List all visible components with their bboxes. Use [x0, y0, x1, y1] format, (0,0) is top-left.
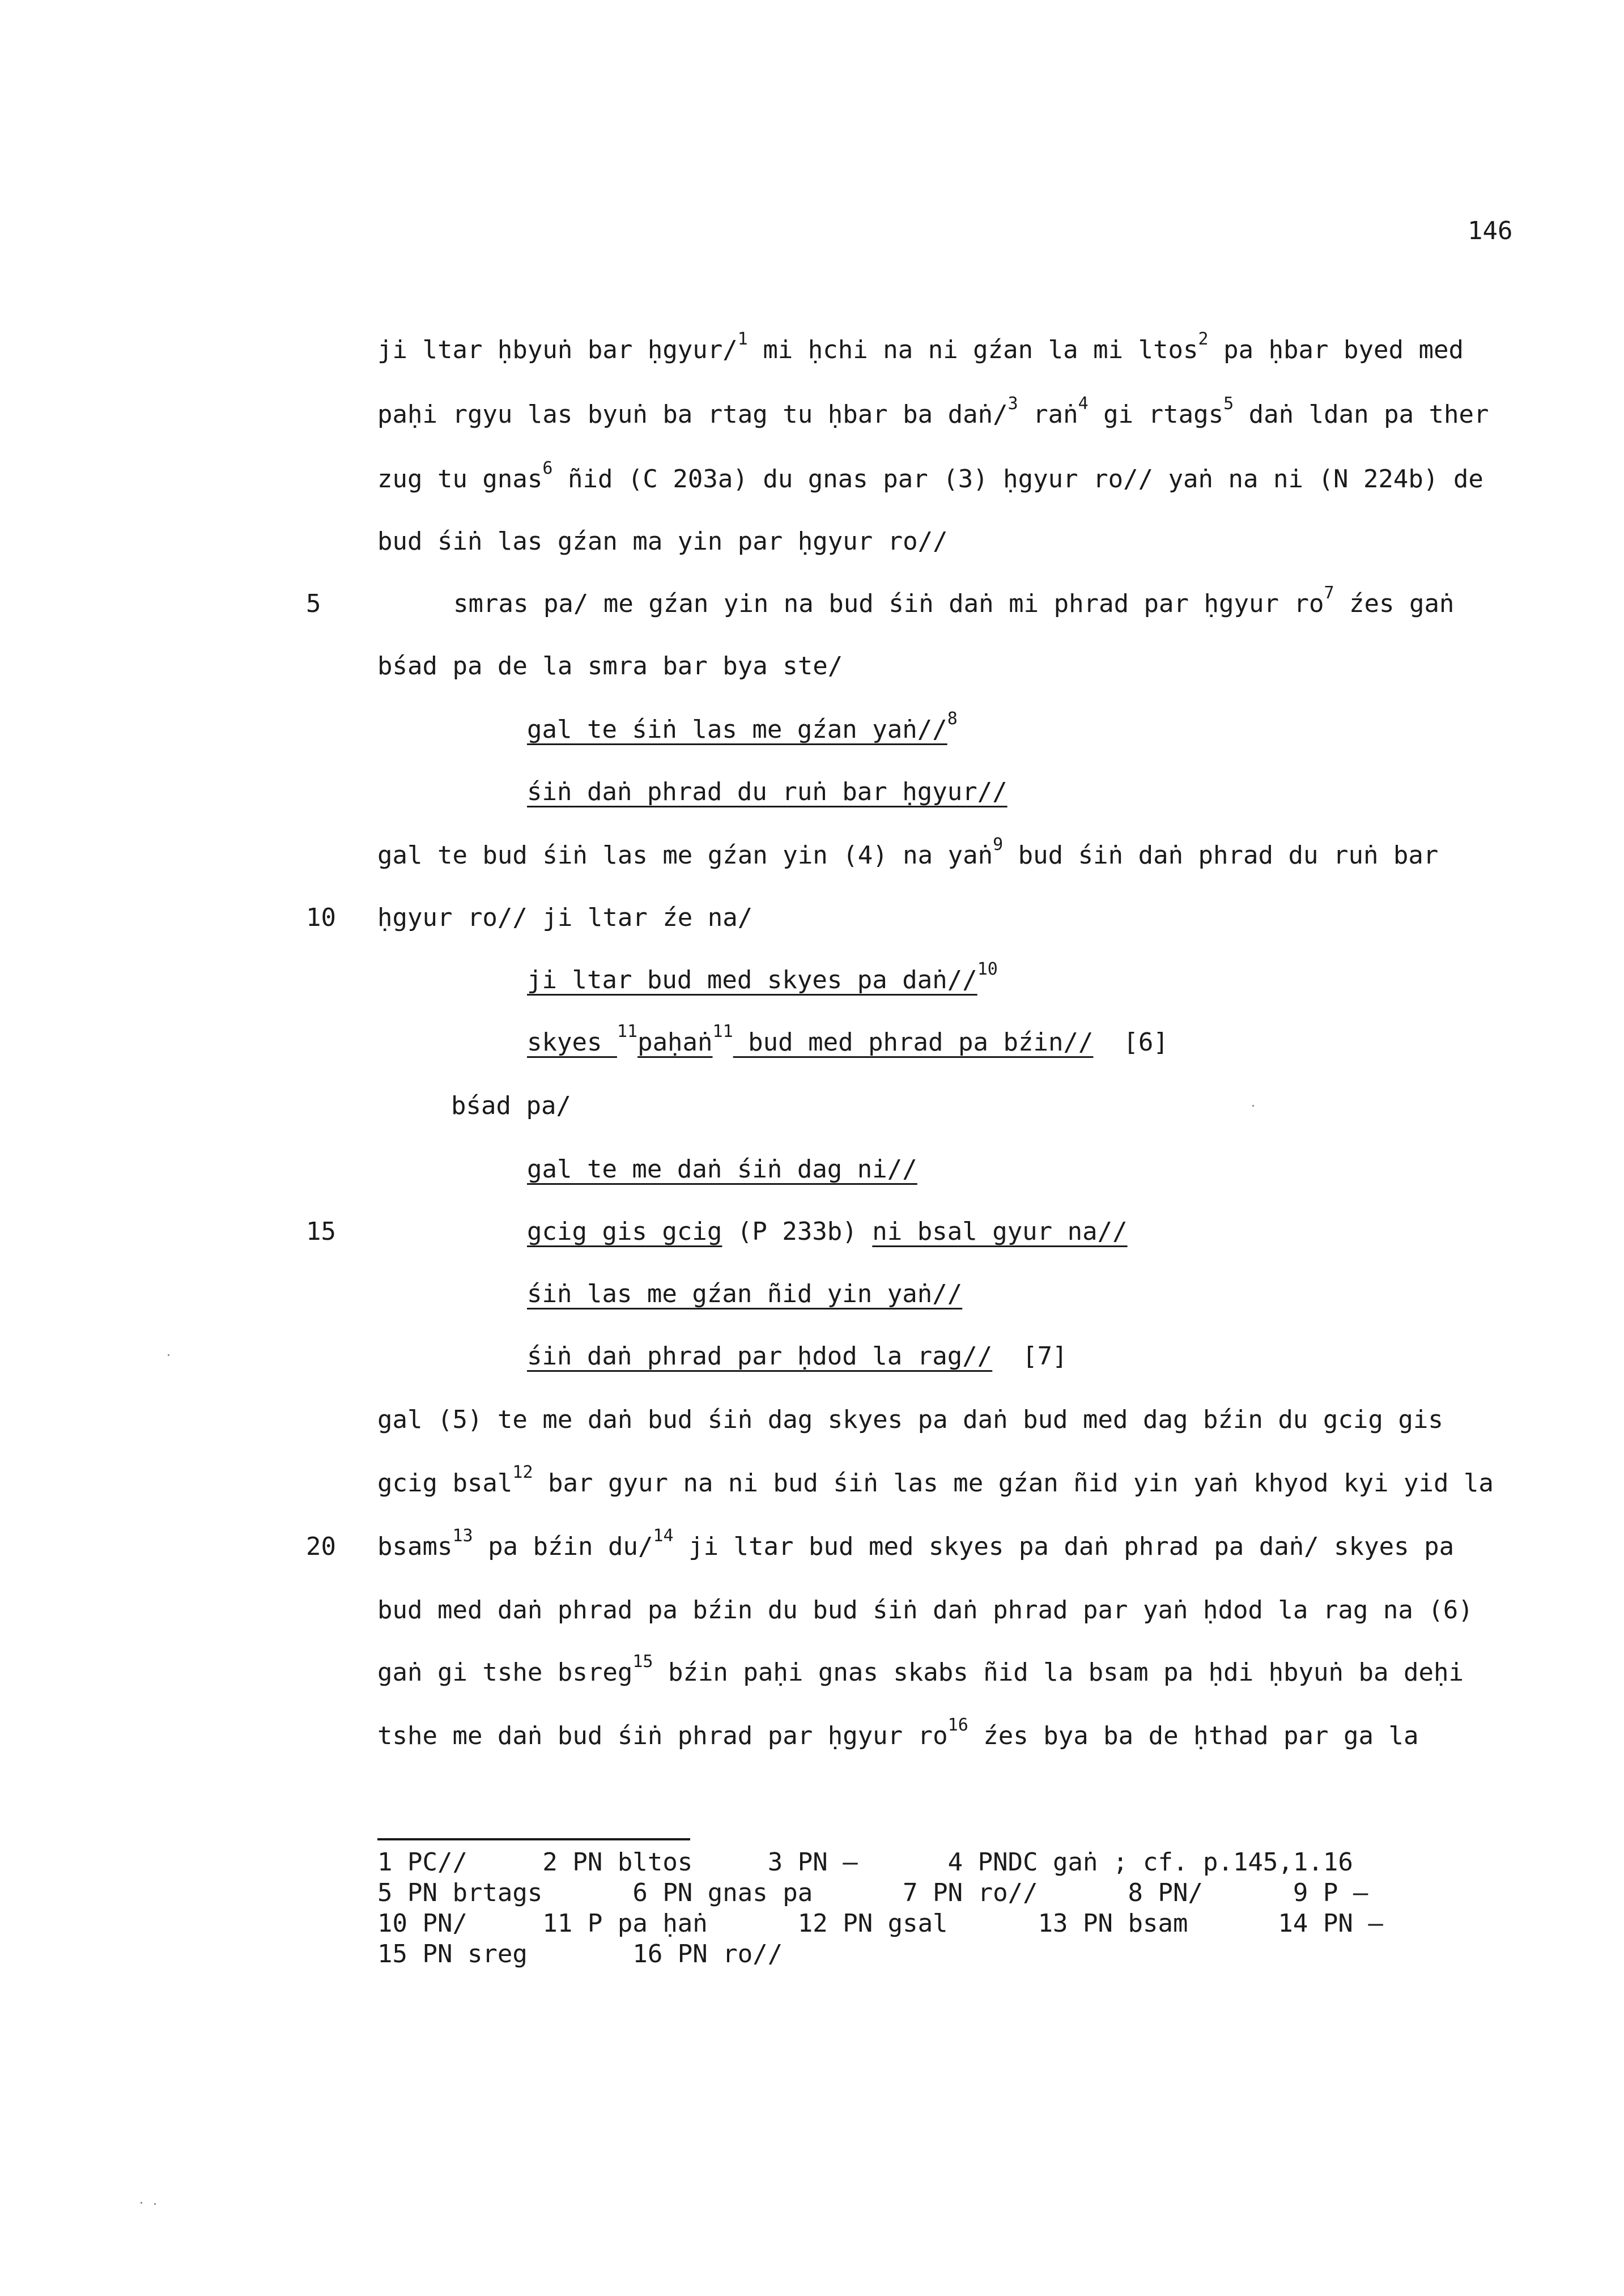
footnote-marker: 7	[1324, 583, 1334, 603]
footnote-marker: 9	[993, 835, 1004, 854]
footnote-marker: 4	[1078, 394, 1089, 414]
footnote-line: 1 PC// 2 PN bltos 3 PN — 4 PNDC gaṅ ; cf. p.145,1.16	[377, 1848, 1353, 1877]
text-segment: źes gaṅ	[1334, 589, 1455, 618]
text-segment: pa bźin du/	[473, 1532, 653, 1561]
footnote-marker: 12	[512, 1462, 533, 1482]
text-segment: bud śiṅ daṅ phrad du ruṅ bar	[1003, 841, 1439, 870]
text-segment: gi rtags	[1088, 400, 1224, 429]
text-line	[527, 959, 998, 1000]
text-segment: bśad pa de la smra bar bya ste/	[377, 652, 843, 681]
text-segment: śiṅ daṅ phrad du ruṅ bar ḥgyur//	[527, 777, 1007, 806]
text-line	[377, 329, 1464, 370]
footnote-line: 15 PN sreg 16 PN ro//	[377, 1940, 783, 1968]
text-segment: zug tu gnas	[377, 465, 543, 494]
text-segment: bud śiṅ las gźan ma yin par ḥgyur ro//	[377, 527, 948, 556]
footnote-rule	[377, 1838, 690, 1840]
text-segment: daṅ ldan pa ther	[1234, 400, 1489, 429]
text-line	[377, 1462, 1494, 1503]
text-segment: gal te bud śiṅ las me gźan yin (4) na yaṅ	[377, 841, 993, 870]
text-line	[377, 458, 1483, 499]
text-segment: skyes	[527, 1028, 617, 1057]
footnote-line: 5 PN brtags 6 PN gnas pa 7 PN ro// 8 PN/ 9 P —	[377, 1878, 1368, 1907]
footnote-marker: 3	[1007, 394, 1018, 414]
text-line	[527, 1022, 1168, 1062]
footnote-marker: 11	[617, 1022, 638, 1041]
text-line	[377, 525, 948, 559]
text-line	[453, 583, 1455, 624]
footnote-marker: 16	[947, 1715, 968, 1735]
text-line	[377, 1526, 1455, 1567]
text-line	[527, 1340, 1068, 1374]
text-segment: ni bsal gyur na//	[872, 1217, 1128, 1246]
text-line	[377, 1652, 1464, 1693]
text-segment: gaṅ gi tshe bsreg	[377, 1658, 633, 1687]
text-segment: gcig gis gcig	[527, 1217, 722, 1246]
text-segment: bsams	[377, 1532, 453, 1561]
text-segment: ñid (C 203a) du gnas par (3) ḥgyur ro// yaṅ na ni (N 224b) de	[552, 465, 1483, 494]
footnote-marker: 2	[1198, 329, 1209, 349]
line-number: 10	[306, 903, 336, 932]
text-line	[377, 394, 1489, 435]
text-line	[527, 1153, 917, 1187]
text-segment: ji ltar ḥbyuṅ bar ḥgyur/	[377, 335, 738, 364]
text-segment: źes bya ba de ḥthad par ga la	[968, 1721, 1419, 1750]
text-line	[527, 1277, 962, 1311]
text-segment: bud med daṅ phrad pa bźin du bud śiṅ daṅ phrad par yaṅ ḥdod la rag na (6)	[377, 1596, 1473, 1625]
text-segment: paḥi rgyu las byuṅ ba rtag tu ḥbar ba daṅ/	[377, 400, 1008, 429]
footnote-marker: 5	[1223, 394, 1234, 414]
scan-speck	[141, 2202, 142, 2204]
text-segment: bśad pa/	[451, 1091, 571, 1120]
footnote-marker: 13	[452, 1526, 473, 1546]
text-segment: bźin paḥi gnas skabs ñid la bsam pa ḥdi ḥbyuṅ ba deḥi	[653, 1658, 1464, 1687]
text-segment: paḥaṅ	[637, 1028, 713, 1057]
footnote-marker: 11	[712, 1022, 733, 1041]
text-segment: gal te me daṅ śiṅ dag ni//	[527, 1155, 917, 1184]
text-segment: śiṅ daṅ phrad par ḥdod la rag//	[527, 1342, 993, 1371]
text-segment: raṅ	[1018, 400, 1078, 429]
footnote-marker: 1	[737, 329, 748, 349]
text-segment: tshe me daṅ bud śiṅ phrad par ḥgyur ro	[377, 1721, 948, 1750]
footnote-marker: 6	[542, 458, 553, 478]
footnote-marker: 8	[947, 709, 958, 729]
text-line	[377, 835, 1439, 875]
text-line	[377, 1403, 1443, 1437]
text-line	[527, 709, 958, 750]
footnote-line: 10 PN/ 11 P pa ḥaṅ 12 PN gsal 13 PN bsam 14 PN —	[377, 1909, 1383, 1938]
text-segment: ji ltar bud med skyes pa daṅ//	[527, 966, 977, 994]
text-segment: ḥgyur ro// ji ltar źe na/	[377, 903, 753, 932]
text-segment: (P 233b)	[722, 1217, 873, 1246]
text-line	[377, 649, 843, 683]
text-segment: pa ḥbar byed med	[1208, 335, 1464, 364]
footnote-marker: 14	[653, 1526, 674, 1546]
line-number: 15	[306, 1217, 336, 1246]
scan-speck	[154, 2203, 156, 2205]
text-segment: [6]	[1093, 1028, 1168, 1057]
text-segment: gcig bsal	[377, 1469, 513, 1498]
text-segment: gal (5) te me daṅ bud śiṅ dag skyes pa daṅ bud med dag bźin du gcig gis	[377, 1405, 1443, 1434]
text-segment: smras pa/ me gźan yin na bud śiṅ daṅ mi phrad par ḥgyur ro	[453, 589, 1324, 618]
text-segment: mi ḥchi na ni gźan la mi ltos	[747, 335, 1198, 364]
text-line	[377, 1715, 1419, 1756]
text-segment: ji ltar bud med skyes pa daṅ phrad pa daṅ/ skyes pa	[673, 1532, 1455, 1561]
text-segment: bud med phrad pa bźin//	[733, 1028, 1094, 1057]
text-line	[377, 1593, 1473, 1627]
text-segment: śiṅ las me gźan ñid yin yaṅ//	[527, 1279, 963, 1308]
text-line	[527, 775, 1007, 809]
text-segment: gal te śiṅ las me gźan yaṅ//	[527, 715, 947, 744]
text-line	[377, 901, 753, 935]
line-number: 20	[306, 1532, 336, 1561]
footnote-marker: 15	[632, 1652, 653, 1672]
text-line	[451, 1089, 571, 1123]
scan-speck	[1252, 1105, 1254, 1107]
scan-speck	[168, 1354, 169, 1356]
text-line	[527, 1215, 1128, 1249]
footnote-marker: 10	[977, 959, 998, 979]
page-number: 146	[1468, 216, 1513, 245]
line-number: 5	[306, 589, 321, 618]
text-segment: bar gyur na ni bud śiṅ las me gźan ñid yin yaṅ khyod kyi yid la	[533, 1469, 1494, 1498]
text-segment: [7]	[992, 1342, 1068, 1371]
